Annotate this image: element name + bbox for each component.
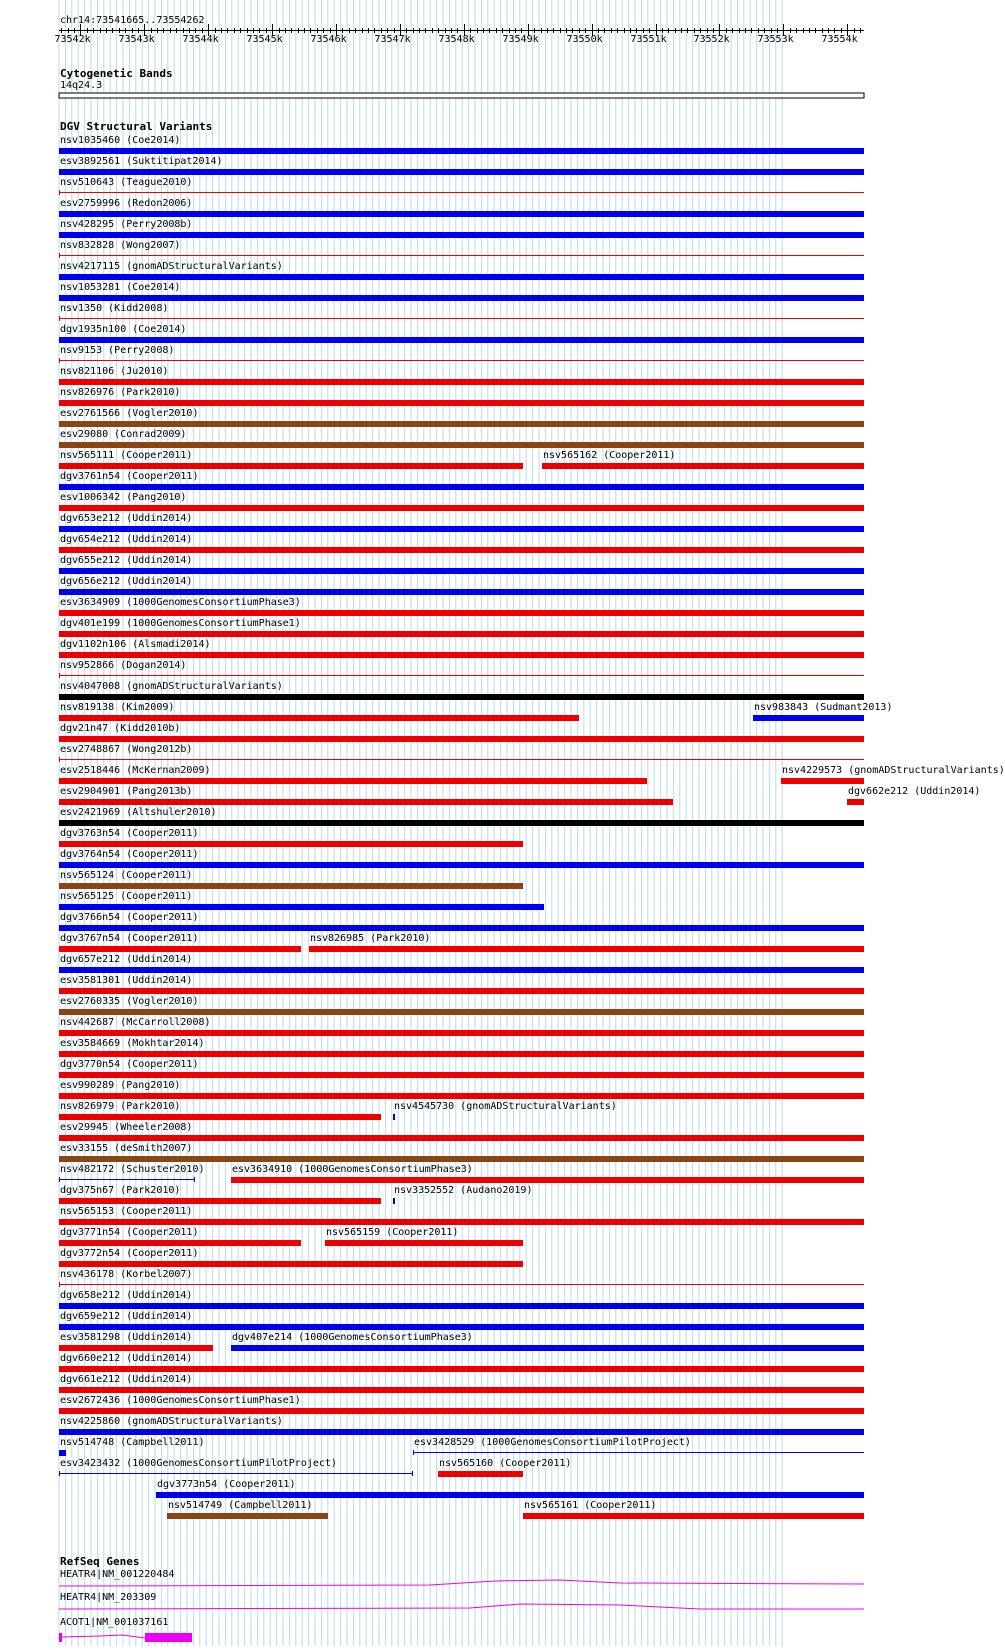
sv-feature-label[interactable]: nsv565162 (Cooper2011) [543,450,676,461]
sv-feature-label[interactable]: esv3428529 (1000GenomesConsortiumPilotProject) [414,1437,691,1448]
sv-feature-label[interactable]: esv1006342 (Pang2010) [60,492,187,503]
sv-feature-bar [59,1303,864,1309]
sv-feature-bar [59,169,864,175]
sv-feature-label[interactable]: nsv826979 (Park2010) [60,1101,181,1112]
sv-feature-label[interactable]: dgv655e212 (Uddin2014) [60,555,193,566]
sv-feature-bar [59,1114,381,1120]
cytoband-bar [59,93,864,98]
sv-feature-bar [59,547,864,553]
ruler-tick-label: 73546k [310,34,347,45]
sv-feature-bar [59,1366,864,1372]
sv-feature-label[interactable]: dgv375n67 (Park2010) [60,1185,181,1196]
sv-feature-label[interactable]: esv2904901 (Pang2013b) [60,786,193,797]
sv-feature-label[interactable]: nsv3352552 (Audano2019) [394,1185,533,1196]
sv-feature-bar [59,379,864,385]
sv-feature-label[interactable]: dgv658e212 (Uddin2014) [60,1290,193,1301]
sv-feature-label[interactable]: nsv1053281 (Coe2014) [60,282,181,293]
sv-feature-label[interactable]: dgv21n47 (Kidd2010b) [60,723,181,734]
sv-feature-bar [393,1114,395,1120]
sv-feature-bar [59,904,544,910]
sv-feature-bar [231,1345,864,1351]
sv-feature-label[interactable]: nsv428295 (Perry2008b) [60,219,193,230]
sv-feature-label[interactable]: nsv983843 (Sudmant2013) [754,702,893,713]
sv-feature-bar [59,1219,864,1225]
sv-feature-label[interactable]: nsv565124 (Cooper2011) [60,870,193,881]
sv-feature-label[interactable]: nsv1350 (Kidd2008) [60,303,169,314]
ruler-tick-label: 73542k [54,34,91,45]
sv-feature-bar [59,862,864,868]
sv-feature-label[interactable]: nsv565161 (Cooper2011) [524,1500,657,1511]
sv-feature-label[interactable]: dgv3761n54 (Cooper2011) [60,471,199,482]
sv-feature-bar [59,463,523,469]
sv-feature-bar [59,967,864,973]
sv-feature-bar [59,1429,864,1435]
sv-feature-label[interactable]: dgv662e212 (Uddin2014) [848,786,981,797]
ruler-tick-label: 73548k [438,34,475,45]
sv-feature-label[interactable]: esv3634909 (1000GenomesConsortiumPhase3) [60,597,301,608]
cytoband-track-title: Cytogenetic Bands [60,67,173,80]
sv-feature-label[interactable]: esv2759996 (Redon2006) [60,198,193,209]
sv-feature-bar [59,1093,864,1099]
sv-feature-label[interactable]: dgv659e212 (Uddin2014) [60,1311,193,1322]
sv-feature-label[interactable]: nsv819138 (Kim2009) [60,702,175,713]
sv-feature-label[interactable]: dgv407e214 (1000GenomesConsortiumPhase3) [232,1332,473,1343]
sv-feature-bar [438,1471,523,1477]
sv-feature-label[interactable]: esv3581301 (Uddin2014) [60,975,193,986]
sv-feature-label[interactable]: dgv3771n54 (Cooper2011) [60,1227,199,1238]
sv-feature-label[interactable]: nsv565125 (Cooper2011) [60,891,193,902]
sv-feature-label[interactable]: nsv4047008 (gnomADStructuralVariants) [60,681,283,692]
sv-feature-label[interactable]: nsv826976 (Park2010) [60,387,181,398]
sv-feature-bar [59,820,864,826]
sv-feature-label[interactable]: nsv826985 (Park2010) [310,933,431,944]
sv-feature-bar [59,484,864,490]
sv-feature-label[interactable]: dgv653e212 (Uddin2014) [60,513,193,524]
sv-feature-bar [59,505,864,511]
sv-feature-label[interactable]: esv3423432 (1000GenomesConsortiumPilotProject) [60,1458,337,1469]
sv-feature-label[interactable]: dgv3767n54 (Cooper2011) [60,933,199,944]
sv-feature-bar [59,148,864,154]
sv-feature-bar [59,736,864,742]
gene-label[interactable]: ACOT1|NM_001037161 [60,1617,169,1628]
sv-feature-bar [156,1492,864,1498]
sv-feature-bar [59,1156,864,1162]
sv-feature-label[interactable]: esv29945 (Wheeler2008) [60,1122,193,1133]
sv-feature-label[interactable]: dgv3772n54 (Cooper2011) [60,1248,199,1259]
sv-feature-label[interactable]: esv990289 (Pang2010) [60,1080,181,1091]
ruler-tick-label: 73553k [757,34,794,45]
sv-feature-bar [59,988,864,994]
sv-feature-label[interactable]: nsv9153 (Perry2008) [60,345,175,356]
sv-feature-bar [231,1177,864,1183]
sv-feature-bar [59,274,864,280]
sv-feature-bar [59,652,864,658]
sv-feature-bar [542,463,864,469]
sv-feature-bar [59,1030,864,1036]
sv-feature-bar [59,610,864,616]
sv-feature-label[interactable]: esv3892561 (Suktitipat2014) [60,156,223,167]
ruler-tick-label: 73549k [502,34,539,45]
sv-feature-label[interactable]: nsv821106 (Ju2010) [60,366,169,377]
ruler-tick-label: 73547k [374,34,411,45]
sv-feature-bar [847,799,864,805]
sv-feature-bar [59,799,673,805]
sv-feature-bar [59,211,864,217]
sv-feature-label[interactable]: esv3584669 (Mokhtar2014) [60,1038,205,1049]
sv-feature-bar [59,1198,381,1204]
sv-feature-label[interactable]: nsv510643 (Teague2010) [60,177,193,188]
ruler-tick-label: 73550k [566,34,603,45]
ruler-tick-label: 73543k [118,34,155,45]
sv-feature-label[interactable]: nsv4545730 (gnomADStructuralVariants) [394,1101,617,1112]
sv-feature-bar [59,1009,864,1015]
sv-feature-bar [59,883,523,889]
sv-feature-label[interactable]: esv2748867 (Wong2012b) [60,744,193,755]
sv-feature-bar [59,1408,864,1414]
sv-feature-bar [59,841,523,847]
sv-feature-bar [59,1051,864,1057]
sv-feature-label[interactable]: dgv1102n106 (Alsmadi2014) [60,639,211,650]
sv-feature-bar [59,232,864,238]
sv-feature-bar [393,1198,395,1204]
sv-feature-label[interactable]: nsv565111 (Cooper2011) [60,450,193,461]
sv-feature-label[interactable]: dgv654e212 (Uddin2014) [60,534,193,545]
sv-feature-label[interactable]: nsv514749 (Campbell2011) [168,1500,313,1511]
sv-feature-bar [59,1261,523,1267]
sv-feature-bar [59,421,864,427]
sv-feature-label[interactable]: nsv4229573 (gnomADStructuralVariants) [782,765,1005,776]
sv-feature-bar [59,568,864,574]
sv-feature-bar [59,1324,864,1330]
sv-feature-bar [167,1513,328,1519]
sv-feature-label[interactable]: dgv657e212 (Uddin2014) [60,954,193,965]
gene-exon [59,1633,62,1642]
sv-feature-label[interactable]: dgv3773n54 (Cooper2011) [157,1479,296,1490]
refseq-track-title: RefSeq Genes [60,1555,140,1568]
sv-feature-label[interactable]: nsv565160 (Cooper2011) [439,1458,572,1469]
sv-feature-bar [59,1240,301,1246]
region-label: chr14:73541665..73554262 [60,15,205,26]
sv-feature-bar [59,337,864,343]
sv-feature-bar [59,1450,66,1456]
sv-feature-bar [59,715,579,721]
sv-feature-label[interactable]: nsv514748 (Campbell2011) [60,1437,205,1448]
sv-feature-label[interactable]: nsv565159 (Cooper2011) [326,1227,459,1238]
sv-feature-label[interactable]: dgv661e212 (Uddin2014) [60,1374,193,1385]
gene-label[interactable]: HEATR4|NM_001220484 [60,1569,175,1580]
sv-feature-label[interactable]: nsv832828 (Wong2007) [60,240,181,251]
sv-feature-bar [59,1135,864,1141]
sv-feature-label[interactable]: nsv4225860 (gnomADStructuralVariants) [60,1416,283,1427]
sv-feature-bar [309,946,864,952]
sv-feature-label[interactable]: dgv3770n54 (Cooper2011) [60,1059,199,1070]
sv-feature-label[interactable]: esv33155 (deSmith2007) [60,1143,193,1154]
sv-feature-label[interactable]: dgv656e212 (Uddin2014) [60,576,193,587]
ruler-tick-label: 73545k [246,34,283,45]
sv-feature-bar [59,400,864,406]
cytoband-label: 14q24.3 [60,80,103,91]
sv-feature-label[interactable]: nsv4217115 (gnomADStructuralVariants) [60,261,283,272]
gene-intron-line [59,1580,864,1586]
dgv-track-title: DGV Structural Variants [60,120,213,133]
sv-feature-bar [59,946,301,952]
sv-feature-bar [325,1240,523,1246]
sv-feature-bar [59,925,864,931]
sv-feature-bar [59,1072,864,1078]
sv-feature-label[interactable]: dgv1935n100 (Coe2014) [60,324,187,335]
sv-feature-label[interactable]: esv3634910 (1000GenomesConsortiumPhase3) [232,1164,473,1175]
sv-feature-label[interactable]: nsv482172 (Schuster2010) [60,1164,205,1175]
sv-feature-label[interactable]: dgv3766n54 (Cooper2011) [60,912,199,923]
sv-feature-label[interactable]: esv2761566 (Vogler2010) [60,408,199,419]
ruler-tick-label: 73554k [821,34,858,45]
sv-feature-bar [59,778,647,784]
sv-feature-label[interactable]: dgv3763n54 (Cooper2011) [60,828,199,839]
sv-feature-label[interactable]: esv2518446 (McKernan2009) [60,765,211,776]
sv-feature-bar [59,589,864,595]
sv-feature-bar [59,694,864,700]
ruler-tick-label: 73551k [630,34,667,45]
sv-feature-label[interactable]: nsv436178 (Korbel2007) [60,1269,193,1280]
sv-feature-label[interactable]: esv3581298 (Uddin2014) [60,1332,193,1343]
sv-feature-label[interactable]: dgv401e199 (1000GenomesConsortiumPhase1) [60,618,301,629]
sv-feature-label[interactable]: dgv660e212 (Uddin2014) [60,1353,193,1364]
sv-feature-label[interactable]: dgv3764n54 (Cooper2011) [60,849,199,860]
ruler-tick-label: 73552k [693,34,730,45]
sv-feature-label[interactable]: nsv952866 (Dogan2014) [60,660,187,671]
sv-feature-bar [59,442,864,448]
sv-feature-bar [59,295,864,301]
sv-feature-bar [753,715,864,721]
sv-feature-bar [59,631,864,637]
sv-feature-label[interactable]: esv2760335 (Vogler2010) [60,996,199,1007]
sv-feature-label[interactable]: nsv442687 (McCarroll2008) [60,1017,211,1028]
sv-feature-bar [59,1345,213,1351]
sv-feature-bar [523,1513,864,1519]
sv-feature-label[interactable]: nsv565153 (Cooper2011) [60,1206,193,1217]
sv-feature-label[interactable]: esv2421969 (Altshuler2010) [60,807,217,818]
sv-feature-bar [59,1387,864,1393]
gene-intron-line [59,1604,864,1609]
gene-exon [145,1633,192,1642]
sv-feature-label[interactable]: esv2672436 (1000GenomesConsortiumPhase1) [60,1395,301,1406]
sv-feature-label[interactable]: esv29080 (Conrad2009) [60,429,187,440]
sv-feature-bar [59,526,864,532]
sv-feature-bar [781,778,864,784]
sv-feature-label[interactable]: nsv1035460 (Coe2014) [60,135,181,146]
ruler-tick-label: 73544k [182,34,219,45]
gene-label[interactable]: HEATR4|NM_203309 [60,1592,157,1603]
